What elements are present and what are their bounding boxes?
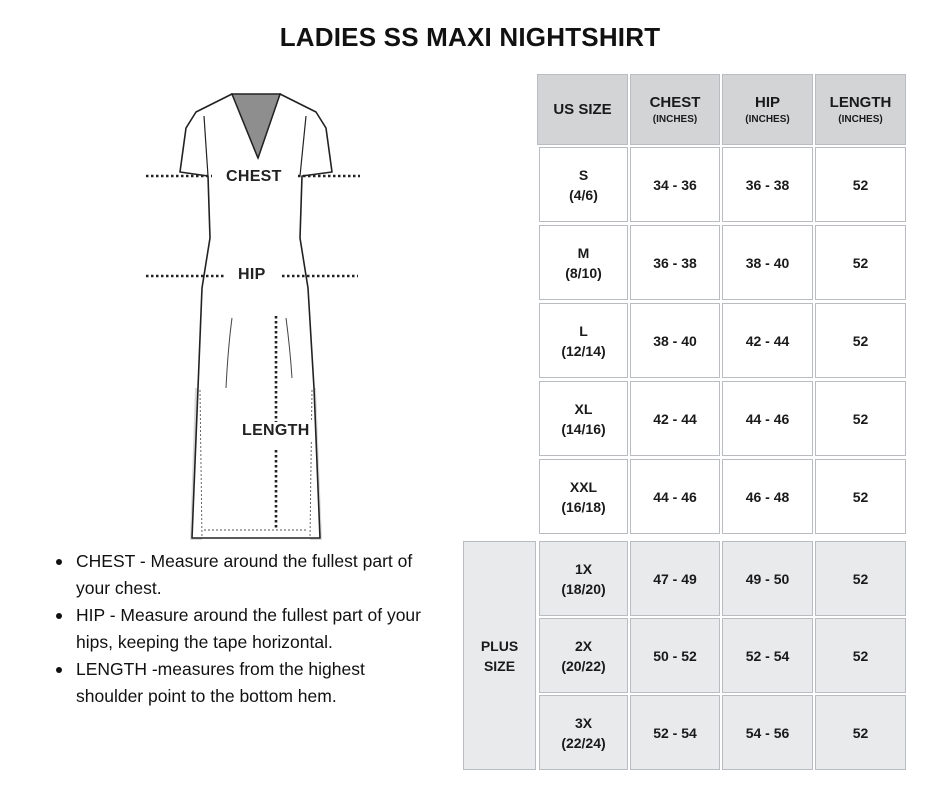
size-cell-length: [815, 695, 906, 770]
measurement-value: 54 - 56: [745, 724, 790, 741]
measurement-value: 44 - 46: [653, 488, 697, 505]
measurement-notes: [52, 548, 432, 710]
size-cell-hip: [722, 695, 813, 770]
size-range: (16/18): [561, 498, 606, 515]
size-cell-length: [815, 618, 906, 693]
measurement-value: 46 - 48: [745, 488, 790, 505]
size-cell-length: [815, 303, 906, 378]
measurement-value: 36 - 38: [745, 176, 790, 193]
chest-label: CHEST: [226, 168, 282, 185]
measurement-value: 34 - 36: [653, 176, 697, 193]
size-cell-hip: [722, 459, 813, 534]
header-hip: HIP (INCHES): [722, 74, 813, 145]
size-name: L: [579, 322, 588, 339]
size-cell-chest: [630, 695, 720, 770]
size-cell-size: [539, 618, 628, 693]
measurement-value: 47 - 49: [653, 570, 697, 587]
measurement-value: 38 - 40: [745, 254, 790, 271]
size-cell-size: [539, 541, 628, 616]
hip-label: HIP: [238, 266, 266, 283]
size-cell-length: [815, 147, 906, 222]
size-name: M: [577, 244, 590, 261]
size-range: (18/20): [561, 580, 606, 597]
length-label: LENGTH: [242, 422, 310, 439]
measurement-value: 44 - 46: [745, 410, 790, 427]
size-cell-hip: [722, 303, 813, 378]
header-length: LENGTH (INCHES): [815, 74, 906, 145]
measurement-value: 52: [852, 254, 869, 271]
size-name: 1X: [574, 560, 593, 577]
size-cell-length: [815, 225, 906, 300]
size-cell-chest: [630, 459, 720, 534]
measurement-value: 52 - 54: [745, 647, 790, 664]
size-cell-hip: [722, 225, 813, 300]
measurement-value: 52: [852, 176, 869, 193]
size-cell-chest: [630, 541, 720, 616]
garment-drawing: [140, 88, 370, 548]
size-cell-chest: [630, 147, 720, 222]
measurement-value: 52: [852, 488, 869, 505]
size-cell-hip: [722, 381, 813, 456]
size-range: (20/22): [561, 657, 606, 674]
size-cell-length: [815, 541, 906, 616]
size-cell-size: [539, 695, 628, 770]
measurement-value: 52: [852, 332, 869, 349]
size-cell-size: [539, 303, 628, 378]
size-cell-size: [539, 459, 628, 534]
plus-size-label: PLUS SIZE: [463, 541, 536, 770]
size-cell-chest: [630, 381, 720, 456]
size-cell-chest: [630, 225, 720, 300]
measurement-value: 52: [852, 724, 869, 741]
measurement-value: 52: [852, 647, 869, 664]
note-length: LENGTH -measures from the highest shoulder point to the bottom hem.: [52, 656, 432, 710]
size-cell-length: [815, 459, 906, 534]
note-chest: CHEST - Measure around the fullest part of your chest.: [52, 548, 432, 602]
size-name: XXL: [569, 478, 598, 495]
note-hip: HIP - Measure around the fullest part of your hips, keeping the tape horizontal.: [52, 602, 432, 656]
measurement-value: 52: [852, 570, 869, 587]
measurement-value: 52 - 54: [653, 724, 697, 741]
size-cell-chest: [630, 618, 720, 693]
size-name: 3X: [574, 714, 593, 731]
size-name: S: [578, 166, 589, 183]
size-cell-length: [815, 381, 906, 456]
nightshirt-illustration: [140, 88, 370, 548]
size-cell-size: [539, 225, 628, 300]
size-cell-hip: [722, 541, 813, 616]
header-chest: CHEST (INCHES): [630, 74, 720, 145]
size-range: (14/16): [561, 420, 606, 437]
size-cell-chest: [630, 303, 720, 378]
size-name: 2X: [574, 637, 593, 654]
size-range: (8/10): [565, 264, 602, 281]
size-range: (4/6): [569, 186, 598, 203]
measurement-value: 36 - 38: [653, 254, 697, 271]
measurement-value: 50 - 52: [653, 647, 697, 664]
size-name: XL: [574, 400, 593, 417]
size-cell-size: [539, 381, 628, 456]
page-title: LADIES SS MAXI NIGHTSHIRT: [279, 22, 661, 52]
measurement-value: 49 - 50: [745, 570, 790, 587]
size-cell-hip: [722, 147, 813, 222]
size-range: (22/24): [561, 734, 606, 751]
measurement-value: 52: [852, 410, 869, 427]
size-range: (12/14): [561, 342, 606, 359]
size-cell-size: [539, 147, 628, 222]
header-us-size: US SIZE: [537, 74, 628, 145]
measurement-value: 42 - 44: [745, 332, 790, 349]
measurement-value: 38 - 40: [653, 332, 697, 349]
size-cell-hip: [722, 618, 813, 693]
measurement-value: 42 - 44: [653, 410, 697, 427]
